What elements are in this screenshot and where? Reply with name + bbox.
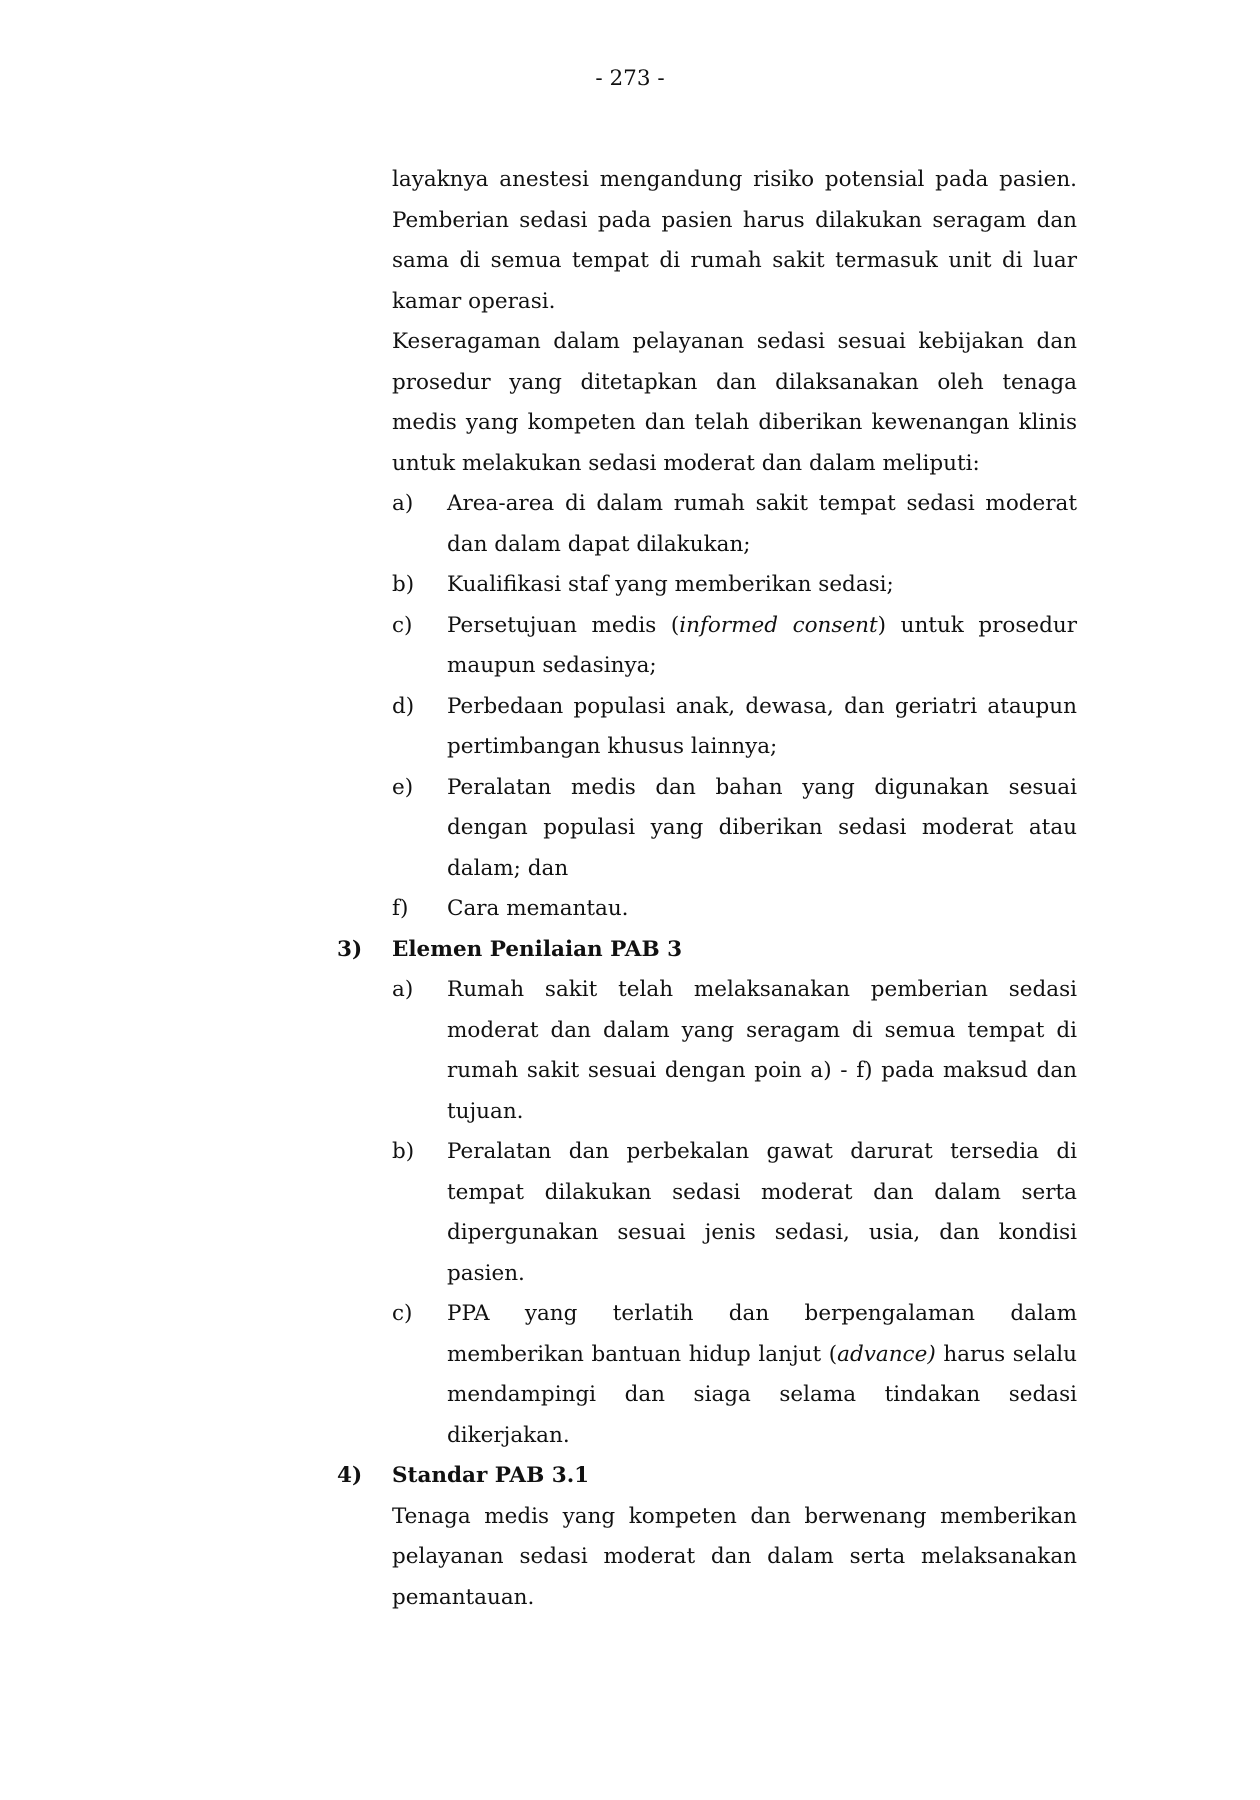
list-marker: b) <box>392 1139 415 1164</box>
page-number: - 273 - <box>595 66 665 91</box>
list-item-text: Peralatan medis dan bahan yang digunakan sesuai dengan populasi yang diberikan sedasi moderat atau dalam; dan <box>447 774 1077 881</box>
intro-list <box>392 484 1077 930</box>
list-item-text-before: Persetujuan medis ( <box>447 612 680 638</box>
list-item <box>392 484 1077 565</box>
list-marker: c) <box>392 612 413 638</box>
section-4-paragraph: Tenaga medis yang kompeten dan berwenang memberikan pelayanan sedasi moderat dan dalam serta melaksanakan pemantauan. <box>392 1503 1077 1610</box>
list-item <box>392 565 1077 606</box>
list-marker: f) <box>392 896 409 921</box>
list-item-text-italic: informed consent <box>679 612 878 638</box>
list-marker: d) <box>392 693 415 719</box>
list-item <box>392 970 1077 1132</box>
list-item-text-after: harus selalu mendampingi dan siaga selama tindakan sedasi dikerjakan. <box>447 1341 1077 1448</box>
section-title: Standar PAB 3.1 <box>392 1463 590 1488</box>
list-marker: c) <box>392 1301 413 1326</box>
list-item <box>392 889 1077 930</box>
section-3-list <box>392 970 1077 1456</box>
list-item-text: Cara memantau. <box>447 896 629 921</box>
section-number: 3) <box>337 936 363 962</box>
list-item-text-after: ) untuk prosedur maupun sedasinya; <box>447 612 1078 678</box>
list-marker: b) <box>392 572 415 597</box>
list-marker: e) <box>392 774 414 800</box>
intro-paragraph-1: layaknya anestesi mengandung risiko potensial pada pasien. Pemberian sedasi pada pasien harus dilakukan seragam dan sama di semua tempat di rumah sakit termasuk unit di luar kamar operasi. <box>392 167 1077 314</box>
list-item-text-italic: advance) <box>837 1341 936 1367</box>
list-item <box>392 687 1077 768</box>
list-item <box>392 1294 1077 1456</box>
list-item-text <box>447 606 1077 687</box>
list-item-text: Perbedaan populasi anak, dewasa, dan geriatri ataupun pertimbangan khusus lainnya; <box>447 693 1077 759</box>
section-4-heading <box>337 1456 1077 1497</box>
list-item <box>392 606 1077 687</box>
list-item-text: Area-area di dalam rumah sakit tempat sedasi moderat dan dalam dapat dilakukan; <box>447 491 1077 557</box>
list-item <box>392 768 1077 890</box>
list-marker: a) <box>392 977 414 1002</box>
section-title: Elemen Penilaian PAB 3 <box>392 936 683 962</box>
document-body <box>337 160 1077 1618</box>
list-marker: a) <box>392 491 414 516</box>
section-number: 4) <box>337 1463 363 1488</box>
list-item-text: Kualifikasi staf yang memberikan sedasi; <box>447 572 894 597</box>
list-item-text <box>447 1294 1077 1456</box>
list-item-text: Rumah sakit telah melaksanakan pemberian sedasi moderat dan dalam yang seragam di semua tempat di rumah sakit sesuai dengan poin a) - f) pada maksud dan tujuan. <box>447 977 1077 1124</box>
section-3-heading <box>337 930 1077 971</box>
list-item-text: Peralatan dan perbekalan gawat darurat tersedia di tempat dilakukan sedasi moderat dan dalam serta dipergunakan sesuai jenis sedasi, usia, dan kondisi pasien. <box>447 1139 1077 1286</box>
intro-paragraph-2: Keseragaman dalam pelayanan sedasi sesuai kebijakan dan prosedur yang ditetapkan dan dilaksanakan oleh tenaga medis yang kompeten dan telah diberikan kewenangan klinis untuk melakukan sedasi moderat dan dalam meliputi: <box>392 329 1077 476</box>
list-item-text-before: PPA yang terlatih dan berpengalaman dalam memberikan bantuan hidup lanjut ( <box>447 1301 1077 1367</box>
list-item <box>392 1132 1077 1294</box>
